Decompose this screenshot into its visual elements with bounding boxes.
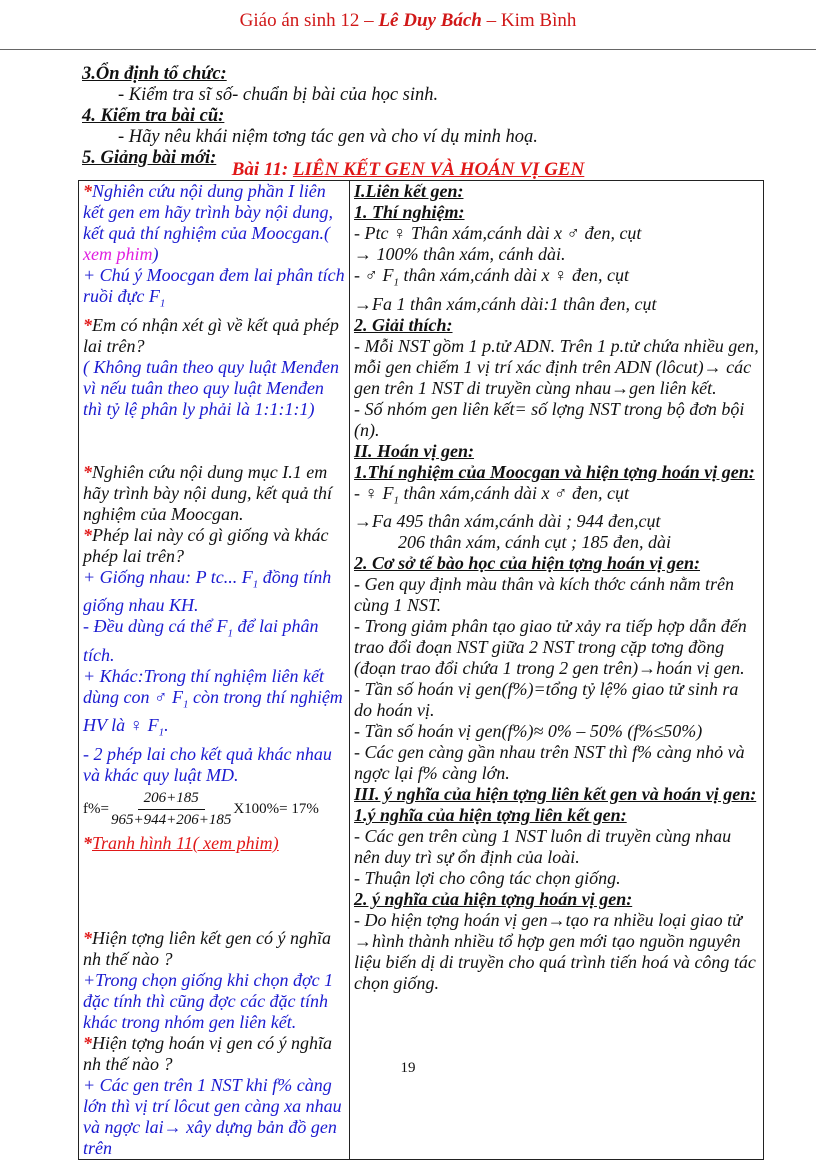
- header-author: Lê Duy Bách: [378, 10, 482, 31]
- subsection-heading: 2. Cơ sở tế bào học của hiện tợng hoán vị gen:: [354, 553, 701, 574]
- section-heading: I.Liên kết gen:: [354, 181, 464, 201]
- content-line: → 100% thân xám, cánh dài.: [354, 244, 566, 264]
- header-rule: [0, 49, 816, 50]
- activity-item: *Em có nhận xét gì về kết quả phép lai trên?: [83, 314, 339, 356]
- content-line: - Thuận lợi cho công tác chọn giống.: [354, 868, 621, 889]
- lesson-table: [78, 180, 764, 1160]
- film-link: xem phim: [83, 244, 153, 264]
- content-line: - Số nhóm gen liên kết= số lợng NST trong bộ đơn bội (n).: [354, 398, 745, 440]
- content-line: - Các gen càng gần nhau trên NST thì f% càng nhỏ và ngợc lại f% càng lớn.: [354, 742, 745, 784]
- header-school: – Kim Bình: [481, 10, 577, 31]
- content-line: - Do hiện tợng hoán vị gen→tạo ra nhiều loại giao tử →hình thành nhiều tổ hợp gen mới tạo nguồn nguyên liệu biến dị di truyền cho quá trình tiến hoá và công tác chọn giống.: [354, 910, 756, 994]
- activity-item: *Hiện tợng liên kết gen có ý nghĩa nh thế nào ?: [83, 927, 332, 969]
- section-heading: 4. Kiểm tra bài cũ:: [82, 106, 225, 126]
- subsection-heading: 2. ý nghĩa của hiện tợng hoán vị gen:: [354, 889, 633, 910]
- activity-item: + Chú ý Moocgan đem lai phân tích ruồi đực $F_1$: [83, 265, 345, 310]
- activity-item: *Phép lai này có gì giống và khác phép lai trên?: [83, 524, 329, 566]
- page-header: [0, 10, 816, 32]
- teacher-activities-column: [79, 181, 350, 1160]
- lesson-name: LIÊN KẾT GEN VÀ HOÁN VỊ GEN: [292, 159, 585, 180]
- content-line: - Tần số hoán vị gen(f%)=tổng tỷ lệ% giao tử sinh ra do hoán vị.: [354, 679, 739, 721]
- header-subject: Giáo án sinh 12 –: [239, 10, 379, 31]
- activity-item: + Khác:Trong thí nghiệm liên kết dùng con ♂ $F_1$ còn trong thí nghiệm HV là ♀ $F_1$.: [83, 665, 343, 739]
- subsection-heading: 1. Thí nghiệm:: [354, 202, 465, 222]
- content-line: →Fa 495 thân xám,cánh dài ; 944 đen,cụt: [354, 511, 661, 532]
- section-heading: II. Hoán vị gen:: [354, 440, 475, 461]
- section-heading: 5. Giảng bài mới:: [82, 148, 217, 168]
- content-line: 206 thân xám, cánh cụt ; 185 đen, dài: [398, 532, 671, 553]
- section-heading: III. ý nghĩa của hiện tợng liên kết gen và hoán vị gen:: [354, 784, 757, 805]
- content-line: - ♀ $F_1$ thân xám,cánh dài x ♂ đen, cụt: [354, 482, 629, 507]
- activity-item: *Tranh hình 11( xem phim): [83, 832, 279, 853]
- activity-item: *Hiện tợng hoán vị gen có ý nghĩa nh thế nào ?: [83, 1032, 333, 1074]
- frequency-formula: f%= $\frac{206+185}{965+944+206+185}$ X100%= 17%: [83, 788, 345, 831]
- content-line: - Ptc ♀ Thân xám,cánh dài x ♂ đen, cụt: [354, 223, 642, 243]
- lesson-content-column: [350, 181, 764, 1160]
- lesson-number: Bài 11:: [231, 159, 293, 180]
- activity-item: *Nghiên cứu nội dung mục I.1 em hãy trình bày nội dung, kết quả thí nghiệm của Moocgan.: [83, 461, 332, 524]
- subsection-heading: 1.ý nghĩa của hiện tợng liên kết gen:: [354, 805, 627, 826]
- paragraph: - Kiểm tra sĩ số- chuẩn bị bài của học sinh.: [118, 85, 439, 105]
- content-line: - Mỗi NST gồm 1 p.tử ADN. Trên 1 p.tử chứa nhiều gen, mỗi gen chiếm 1 vị trí xác định trên ADN (lôcut)→ các gen trên 1 NST di truyền cùng nhau→gen liên kết.: [354, 335, 759, 398]
- activity-item: + Các gen trên 1 NST khi f% càng lớn thì vị trí lôcut gen càng xa nhau và ngợc lai→ xây dựng bản đồ gen trên: [83, 1074, 342, 1158]
- lesson-title: [0, 159, 816, 181]
- content-line: - Trong giảm phân tạo giao tử xảy ra tiếp hợp dẫn đến trao đổi đoạn NST giữa 2 NST trong cặp tơng đồng (đoạn trao đổi chứa 1 trong 2 gen trên)→hoán vị gen.: [354, 616, 747, 679]
- activity-item: - Đều dùng cá thể $F_1$ để lai phân tích.: [83, 616, 319, 665]
- activity-item: ( Không tuân theo quy luật Menđen vì nếu tuân theo quy luật Menđen thì tỷ lệ phân ly phải là 1:1:1:1): [83, 356, 339, 419]
- content-line: - ♂ $F_1$ thân xám,cánh dài x ♀ đen, cụt: [354, 265, 629, 289]
- activity-item: +Trong chọn giống khi chọn đợc 1 đặc tính thì cũng đợc các đặc tính khác trong nhóm gen liên kết.: [83, 969, 334, 1032]
- formula-numerator: 206+185: [138, 788, 205, 810]
- activity-item: + Giống nhau: P tc... $F_1$ đồng tính giống nhau KH.: [83, 566, 332, 616]
- formula-denominator: 965+944+206+185: [110, 811, 232, 828]
- activity-item: - 2 phép lai cho kết quả khác nhau và khác quy luật MD.: [83, 743, 332, 785]
- paragraph: - Hãy nêu khái niệm tơng tác gen và cho ví dụ minh hoạ.: [118, 127, 538, 147]
- subsection-heading: 1.Thí nghiệm của Moocgan và hiện tợng hoán vị gen:: [354, 461, 755, 482]
- section-heading: 3.Ổn định tổ chức:: [82, 64, 227, 84]
- page-number: 19: [400, 1060, 416, 1076]
- content-line: - Tần số hoán vị gen(f%)≈ 0% – 50% (f%≤50%): [354, 721, 703, 742]
- subsection-heading: 2. Giải thích:: [354, 314, 453, 335]
- content-line: - Các gen trên cùng 1 NST luôn di truyền cùng nhau nên duy trì sự ổn định của loài.: [354, 826, 732, 868]
- content-line: - Gen quy định màu thân và kích thớc cánh nằm trên cùng 1 NST.: [354, 574, 735, 616]
- lesson-intro: [82, 64, 762, 169]
- activity-item: *Nghiên cứu nội dung phần I liên kết gen em hãy trình bày nội dung, kết quả thí nghiệm của Moocgan.( xem phim): [83, 181, 333, 264]
- content-line: →Fa 1 thân xám,cánh dài:1 thân đen, cụt: [354, 293, 657, 314]
